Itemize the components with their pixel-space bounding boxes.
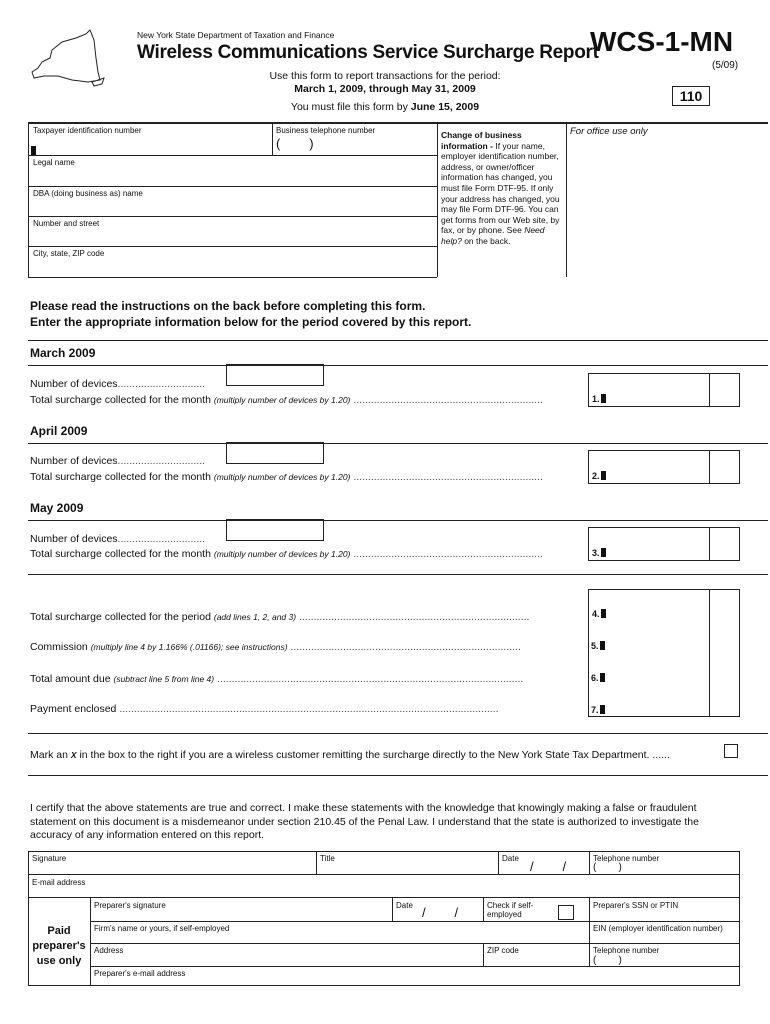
march-devices-input[interactable] <box>226 364 324 386</box>
date-label: Date <box>502 854 519 863</box>
surcharge-label: Total surcharge collected for the month (multiply number of devices by 1.20) ................................................................. <box>30 394 543 406</box>
form-id: WCS-1-MN <box>590 26 734 57</box>
ein-input[interactable] <box>593 932 737 942</box>
total-line-label: Total amount due (subtract line 5 from line 4) ......................................................................................................... <box>30 673 524 685</box>
preparer-signature-input[interactable] <box>94 909 388 920</box>
self-employed-label: Check if self-employed <box>487 901 534 919</box>
april-devices-input[interactable] <box>226 442 324 464</box>
surcharge-label: Total surcharge collected for the month (multiply number of devices by 1.20) ................................................................. <box>30 471 543 483</box>
change-info-note: Change of business information - If your name, employer identification number, address, or owner/officer information has changed, you must file Form DTF-95. If only your address has changed, you may file Form DTF-96. You can get forms from our Web site, by fax, or by phone. See Need help? on the back. <box>441 130 560 246</box>
preparer-telephone-input[interactable]: ( ) <box>593 955 622 966</box>
line-3-amount-input[interactable]: 3. <box>588 527 740 561</box>
phone-label: Business telephone number <box>276 126 376 135</box>
date-input[interactable]: / / <box>530 859 567 874</box>
line-6-amount-input[interactable]: 6. <box>588 653 740 685</box>
line-4-amount-input[interactable]: 4. <box>588 589 740 621</box>
surcharge-label: Total surcharge collected for the month (multiply number of devices by 1.20) ................................................................. <box>30 548 543 560</box>
city-label: City, state, ZIP code <box>33 249 105 258</box>
firm-name-input[interactable] <box>94 932 586 942</box>
preparer-ssn-label: Preparer's SSN or PTIN <box>593 901 679 910</box>
preparer-signature-label: Preparer's signature <box>94 901 166 910</box>
form-code-box: 110 <box>672 86 710 106</box>
devices-label: Number of devices.............................. <box>30 378 206 390</box>
line-2-amount-input[interactable]: 2. <box>588 450 740 484</box>
legal-name-input[interactable] <box>30 168 435 185</box>
self-employed-checkbox[interactable] <box>558 905 574 920</box>
title-label: Title <box>320 854 335 863</box>
period-dates: March 1, 2009, through May 31, 2009 <box>294 83 476 95</box>
dba-input[interactable] <box>30 199 435 215</box>
devices-label: Number of devices.............................. <box>30 455 206 467</box>
preparer-ssn-input[interactable] <box>593 909 737 920</box>
preparer-date-input[interactable]: / / <box>422 905 459 920</box>
certification-text: I certify that the above statements are true and correct. I make these statements with the knowledge that knowingly making a false or fraudulent statement on this document is a misdemeanor under section 210.45 of the Penal Law. I understand that the state is authorized to investigate the accuracy of any information entered on this report. <box>30 802 699 841</box>
signature-input[interactable] <box>32 862 312 873</box>
preparer-date-label: Date <box>396 901 413 910</box>
zip-input[interactable] <box>487 954 586 965</box>
firm-name-label: Firm's name or yours, if self-employed <box>94 924 230 933</box>
address-label: Address <box>94 946 124 955</box>
signature-label: Signature <box>32 854 67 863</box>
telephone-input[interactable]: ( ) <box>593 862 622 873</box>
telephone-label: Telephone number <box>593 854 660 863</box>
line-1-amount-input[interactable]: 1. <box>588 373 740 407</box>
file-by-line: You must file this form by June 15, 2009 <box>290 101 480 113</box>
month-title: April 2009 <box>30 424 88 438</box>
may-devices-input[interactable] <box>226 519 324 541</box>
direct-remitter-checkbox[interactable] <box>724 744 738 758</box>
mark-x-statement: Mark an X in the box to the right if you are a wireless customer remitting the surcharge directly to the New York State Tax Department. ...... <box>30 749 670 761</box>
title-input[interactable] <box>320 862 494 873</box>
ein-label: EIN (employer identification number) <box>593 924 723 933</box>
tin-input[interactable] <box>33 136 269 154</box>
line-7-amount-input[interactable]: 7. <box>588 685 740 717</box>
total-line-label: Commission (multiply line 4 by 1.166% (.01166); see instructions) ............................................................................... <box>30 641 521 653</box>
agency-name: New York State Department of Taxation and Finance <box>137 30 335 40</box>
email-label: E-mail address <box>32 878 86 887</box>
devices-label: Number of devices.............................. <box>30 533 206 545</box>
instructions-line-1: Please read the instructions on the back before completing this form. <box>30 299 426 313</box>
tin-label: Taxpayer identification number <box>33 126 142 135</box>
street-input[interactable] <box>30 229 435 245</box>
line-5-amount-input[interactable]: 5. <box>588 621 740 653</box>
new-york-state-outline-icon <box>28 28 106 90</box>
preparer-telephone-label: Telephone number <box>593 946 660 955</box>
email-input[interactable] <box>100 877 736 895</box>
legal-name-label: Legal name <box>33 158 75 167</box>
instructions-line-2: Enter the appropriate information below for the period covered by this report. <box>30 315 472 329</box>
form-revision: (5/09) <box>712 60 739 71</box>
form-title: Wireless Communications Service Surcharge Report <box>137 42 599 63</box>
preparer-email-label: Preparer's e-mail address <box>94 969 186 978</box>
total-line-label: Payment enclosed .................................................................................................................................. <box>30 703 499 715</box>
file-by-date: June 15, 2009 <box>410 101 480 113</box>
city-input[interactable] <box>30 259 435 276</box>
month-title: March 2009 <box>30 346 96 360</box>
total-line-label: Total surcharge collected for the period (add lines 1, 2, and 3) ............................................................................... <box>30 611 530 623</box>
period-intro: Use this form to report transactions for the period: <box>269 70 501 82</box>
zip-label: ZIP code <box>487 946 519 955</box>
street-label: Number and street <box>33 219 100 228</box>
address-input[interactable] <box>94 954 480 965</box>
dba-label: DBA (doing business as) name <box>33 189 143 198</box>
preparer-email-input[interactable] <box>94 977 736 985</box>
paid-preparer-heading: Paid preparer's use only <box>32 925 86 967</box>
month-title: May 2009 <box>30 501 84 515</box>
office-use-label: For office use only <box>570 126 648 137</box>
phone-input[interactable]: ( ) <box>276 136 314 151</box>
